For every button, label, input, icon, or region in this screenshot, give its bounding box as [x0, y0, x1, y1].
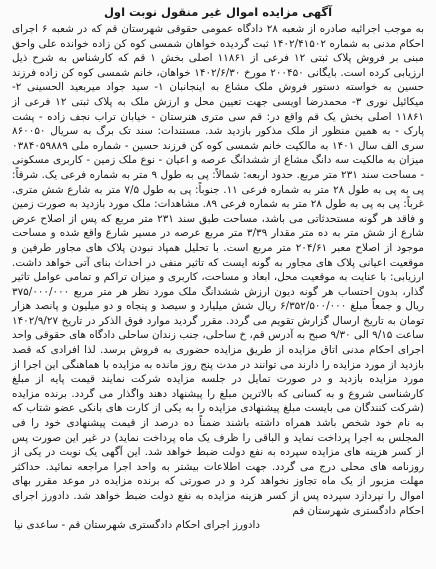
notice-signature: دادورز اجرای احکام دادگستری شهرستان قم - ساعدی نیا [14, 519, 261, 532]
notice-title: آگهی مزایده اموال غیر منقول نوبت اول [103, 5, 333, 19]
notice-body: به موجب اجرائیه صادره از شعبه ۲۸ دادگاه عمومی حقوقی شهرستان قم که در شعبه ۶ اجرای احکام مدنی به شماره ۱۴۰۲/۴۱۵۰۲ ثبت گردیده خواهان شمسی کوه کن زاده خوانده علی واحق مبنی بر فروش پلاک ثبتی ۱۲ فرعی از ۱۱۸۶۱ اصلی بخش ۱ قم که کارشناس به شرح ذیل ارزیابی کرده است. بایگانی ۲۰۰۴۵۰ مورخ ۱۴۰۲/۶/۳۰ خواهان، خانم شمسی کوه کن زاده فرزند حسین به خواسته دستور فروش ملک مشاع به اینجانبان ۱- سید جواد میربعید الحسینی ۲- میکائیل نوری ۳- محمدرضا اویسی جهت تعیین محل و ارزش ملک به پلاک ثبتی ۱۲ فرعی از ۱۱۸۶۱ اصلی بخش یک قم واقع در: قم سی متری هنرستان - خیابان تراب نجف زاده - پشت پارک - به همین منظور از ملک مذکور بازدید شد. مستندات: سند تک برگ به سریال ۸۶۰۰۵۰ سری الف سال ۱۴۰۱ به مالکیت خانم شمسی کوه کن فرزند حسین - شماره ملی ۰۳۸۴۰۵۹۸۸۹ میزان به مالکیت سه دانگ مشاع از ششدانگ عرصه و اعیان - نوع ملک زمین - کاربری مسکونی - مساحت سند ۲۳۱ متر مربع. حدود اربعه: شمالاً: پی به طول ۹ متر به شماره فرعی یک. شرقاً: پی به پی به طول ۲۸ متر به شماره فرعی ۱۱. جنوباً: پی به طول ۷/۵ متر به شارع شش متری. غرباً: پی به پی به طول ۲۸ متر به شماره فرعی ۸۹. مشاهدات: ملک مورد بازدید به صورت زمین و فاقد هر گونه مستحدثاتی می باشد، مساحت طبق سند ۲۳۱ متر مربع که پس از اصلاح عرض شارع از شش متر به ده متر مقدار ۳/۳۹ متر مربع عرصه در مسیر شارع واقع شده و مساحت موجود از اصلاح معبر ۲۰۴/۶۱ متر مربع است. با تحلیل همپاد نبودن پلاک های مجاور طرفین و موقعیت اعیانی پلاک های مجاور به گونه ایست که تاثیر منفی در احداث بنای آتی خواهد داشت. ارزیابی: با عنایت به موقعیت محل، ابعاد و مساحت، کاربری و میزان تراکم و تمامی عوامل تاثیر گذار، بدون احتساب هر گونه دیون ارزش ششدانگ ملک مورد نظر هر متر مربع ۳۷۵/۰۰۰/۰۰۰ ریال و جمعاً مبلغ ۶/۳۵۲/۵۰۰/۰۰۰ ریال شش میلیارد و سیصد و پنجاه و دو میلیون و پانصد هزار تومان به تاریخ ارسال گزارش تقویم می گردد. مقرر گردید موارد فوق الذکر در تاریخ ۱۴۰۲/۹/۲۷ ساعت ۹/۱۵ الی ۹/۳۰ صبح به آدرس قم، خ ساحلی، جنب زندان ساحلی دادگاه های حقوقی واحد اجرای احکام مدنی اتاق مزایده از طریق مزایده حضوری به فروش برسد. لذا افرادی که قصد بازدید از مورد مزایده را دارند می توانند در مدت پنج روز مانده به مزایده با هماهنگی این اجرا از مورد مزایده بازدید و در صورت تمایل در جلسه مزایده شرکت نمایند قیمت پایه از مبلغ کارشناسی شروع و به کسانی که بالاترین مبلغ را پیشنهاد دهند واگذار می گردد. برنده مزایده (شرکت کنندگان می بایست مبلغ پیشنهادی مزایده را به یکی از کارت های بانکی عضو شتاب که به نام خود شخص باشد همراه داشته باشند ضمناً ده درصد از قیمت پیشنهادی خود را فی المجلس به اجرا پرداخت نماید و الباقی را ظرف یک ماه پرداخت نماید) در غیر این صورت پس از کسر هزینه های مزایده سپرده به نفع دولت ضبط خواهد شد. این آگهی یک نوبت در یکی از روزنامه های محلی درج می گردد. جهت اطلاعات بیشتر به واحد اجرا مراجعه نمائید. حداکثر مهلت مزبور از یک ماه تجاوز نخواهد کرد و در صورتی که برنده مزایده در موعد مقرر بهای اموال را نپردازد سپرده پس از کسر هزینه مزایده به نفع دولت ضبط خواهد شد. دادورز اجرای احکام دادگستری شهرستان قم [12, 23, 425, 517]
auction-notice [6, 4, 430, 564]
